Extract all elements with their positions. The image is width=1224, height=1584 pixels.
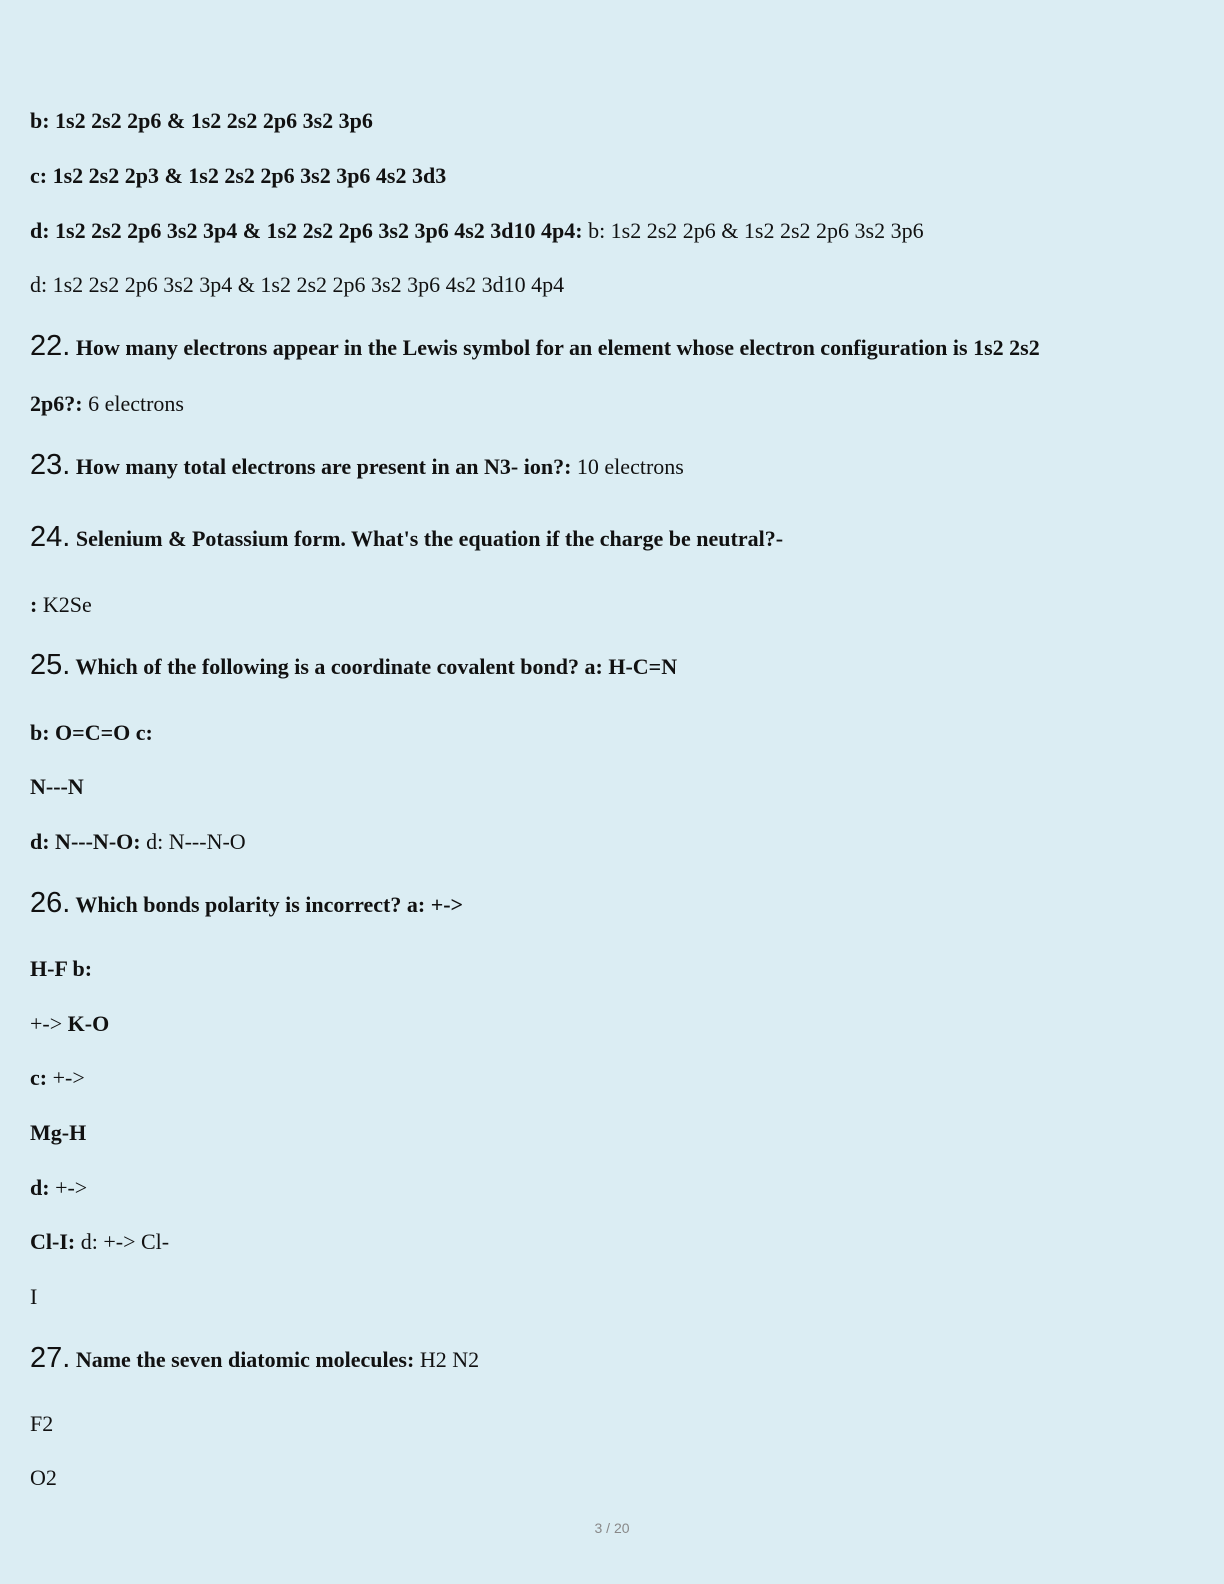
question-text: Which of the following is a coordinate covalent bond? a: H-C=N	[70, 654, 678, 679]
answer-line	[30, 774, 84, 800]
answer-text: d: +-> Cl-	[75, 1229, 170, 1254]
answer-line	[30, 1011, 109, 1037]
answer-line	[30, 108, 373, 134]
answer-text: K2Se	[37, 592, 92, 617]
answer-text: 6 electrons	[82, 391, 184, 416]
answer-option: d:	[30, 1175, 50, 1200]
answer-line	[30, 956, 92, 982]
question-26	[30, 887, 464, 919]
question-number: 22.	[30, 330, 71, 362]
page-indicator: 3 / 20	[594, 1520, 630, 1536]
question-number: 26.	[30, 887, 71, 919]
question-number: 23.	[30, 449, 71, 481]
answer-option: c: 1s2 2s2 2p3 & 1s2 2s2 2p6 3s2 3p6 4s2 3d3	[30, 163, 447, 188]
answer-text: 10 electrons	[571, 454, 684, 479]
question-24-answer	[30, 592, 92, 618]
answer-text: F2	[30, 1411, 54, 1436]
answer-option: Mg-H	[30, 1120, 87, 1145]
answer-line	[30, 1065, 85, 1091]
question-text: How many total electrons are present in an N3- ion?:	[70, 454, 572, 479]
answer-line	[30, 1465, 57, 1491]
answer-option: H-F b:	[30, 956, 93, 981]
question-27	[30, 1342, 480, 1374]
answer-option: c:	[30, 1065, 48, 1090]
answer-option: b: O=C=O c:	[30, 720, 153, 745]
question-22	[30, 330, 1040, 362]
answer-line	[30, 163, 446, 189]
question-number: 24.	[30, 521, 71, 553]
answer-line	[30, 829, 246, 855]
answer-text: b: 1s2 2s2 2p6 & 1s2 2s2 2p6 3s2 3p6	[582, 218, 924, 243]
answer-text: +->	[47, 1065, 85, 1090]
answer-line	[30, 1229, 169, 1255]
answer-line	[30, 1120, 86, 1146]
answer-option: Cl-I:	[30, 1229, 76, 1254]
answer-text: O2	[30, 1465, 57, 1490]
question-text: Selenium & Potassium form. What's the equation if the charge be neutral?-	[70, 526, 784, 551]
question-text: 2p6?:	[30, 391, 83, 416]
answer-text: d: 1s2 2s2 2p6 3s2 3p4 & 1s2 2s2 2p6 3s2 3p6 4s2 3d10 4p4	[30, 272, 565, 297]
answer-option: b: 1s2 2s2 2p6 & 1s2 2s2 2p6 3s2 3p6	[30, 108, 373, 133]
answer-line	[30, 1175, 87, 1201]
answer-option: d: N---N-O:	[30, 829, 141, 854]
answer-text: I	[30, 1284, 38, 1309]
answer-label: :	[30, 592, 38, 617]
answer-option: d: 1s2 2s2 2p6 3s2 3p4 & 1s2 2s2 2p6 3s2 3p6 4s2 3d10 4p4:	[30, 218, 583, 243]
answer-line	[30, 218, 924, 244]
answer-line	[30, 1411, 53, 1437]
answer-text: +->	[30, 1011, 63, 1036]
answer-line	[30, 272, 564, 298]
question-number: 27.	[30, 1342, 71, 1374]
answer-text: +->	[49, 1175, 88, 1200]
question-24	[30, 521, 784, 553]
question-22-continued	[30, 391, 184, 417]
question-text: Which bonds polarity is incorrect? a: +->	[70, 892, 464, 917]
answer-option: K-O	[62, 1011, 110, 1036]
answer-line	[30, 1284, 37, 1310]
question-25	[30, 649, 678, 681]
question-text: How many electrons appear in the Lewis symbol for an element whose electron configuration is 1s2 2s2	[70, 335, 1040, 360]
question-number: 25.	[30, 649, 71, 681]
answer-text: d: N---N-O	[140, 829, 246, 854]
question-23	[30, 449, 684, 481]
question-text: Name the seven diatomic molecules:	[70, 1347, 415, 1372]
answer-line	[30, 720, 153, 746]
answer-text: H2 N2	[414, 1347, 480, 1372]
answer-option: N---N	[30, 774, 84, 799]
